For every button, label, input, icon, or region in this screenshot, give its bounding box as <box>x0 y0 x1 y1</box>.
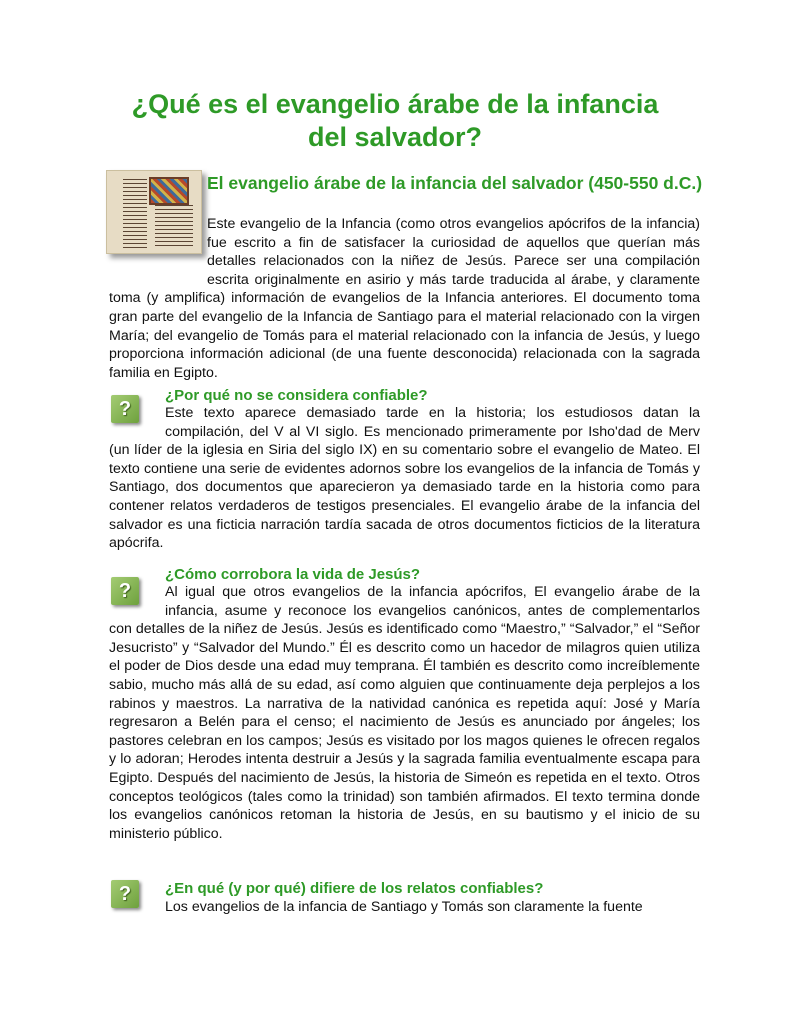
question-mark-icon: ? <box>111 577 139 605</box>
paragraph-text: Este texto aparece demasiado tarde en la historia; los estudiosos datan la compilación, del V al VI siglo. Es mencionado primeramente por Isho'dad de Merv (un líder de la iglesia en Siria del siglo IX) en su comentario sobre el evangelio de Mateo. El texto contiene una serie de evidentes adornos sobre los evangelios de la infancia de Tomás y Santiago, dos documentos que aparecieron ya demasiado tarde en la historia como para contener relatos verdaderos de testigos presenciales. El evangelio árabe de la infancia del salvador es una ficticia narración tardía sacada de otros documentos ficticios de la literatura apócrifa. <box>109 405 700 552</box>
question-mark-icon: ? <box>111 880 139 908</box>
section-paragraph <box>109 404 700 553</box>
section-heading: ¿En qué (y por qué) difiere de los relatos confiables? <box>165 880 544 897</box>
question-mark-icon: ? <box>111 395 139 423</box>
section-heading: ¿Cómo corrobora la vida de Jesús? <box>165 566 421 583</box>
paragraph-text: Este evangelio de la Infancia (como otros evangelios apócrifos de la infancia) fue escrito a fin de satisfacer la curiosidad de aquellos que querían más detalles relacionados con la niñez de Jesús. Parece ser una compilación escrita originalmente en asirio y más tarde traducida al árabe, y claramente toma (y amplifica) información de evangelios de la Infancia anteriores. El documento toma gran parte del evangelio de la Infancia de Santiago para el material relacionado con la virgen María; del evangelio de Tomás para el material relacionado con la infancia de Jesús, y luego proporciona información adicional (de una fuente desconocida) relacionada con la sagrada familia en Egipto. <box>109 216 700 381</box>
paragraph-text: Al igual que otros evangelios de la infancia apócrifos, El evangelio árabe de la infancia, asume y reconoce los evangelios canónicos, antes de complementarlos con detalles de la niñez de Jesús. Jesús es identificado como “Maestro,” “Salvador,” el “Señor Jesucristo” y “Salvador del Mundo.” Él es descrito como un hacedor de milagros quien utiliza el poder de Dios desde una edad muy temprana. Él también es descrito como increíblemente sabio, mucho más allá de su edad, así como alguien que continuamente deja perplejos a los rabinos y maestros. La narrativa de la natividad canónica es repetida aquí: José y María regresaron a Belén para el censo; el nacimiento de Jesús es anunciado por ángeles; los pastores celebran en los campos; Jesús es visitado por los magos quienes le ofrecen regalos y lo adoran; Herodes intenta destruir a Jesús y la sagrada familia eventualmente escapa para Egipto. Después del nacimiento de Jesús, la historia de Simeón es repetida en el texto. Otros conceptos teológicos (tales como la trinidad) son también afirmados. El texto termina donde los evangelios canónicos retoman la historia de Jesús, en su bautismo y el inicio de su ministerio público. <box>109 584 700 842</box>
section-heading: El evangelio árabe de la infancia del salvador (450-550 d.C.) <box>207 173 703 193</box>
manuscript-illumination <box>149 177 189 205</box>
section-paragraph <box>109 583 700 843</box>
section-paragraph <box>109 215 700 382</box>
paragraph-text: Los evangelios de la infancia de Santiago y Tomás son claramente la fuente <box>165 899 643 915</box>
page-title: ¿Qué es el evangelio árabe de la infancia del salvador? <box>131 89 659 152</box>
section-heading: ¿Por qué no se considera confiable? <box>165 387 428 404</box>
section-paragraph <box>109 898 700 917</box>
